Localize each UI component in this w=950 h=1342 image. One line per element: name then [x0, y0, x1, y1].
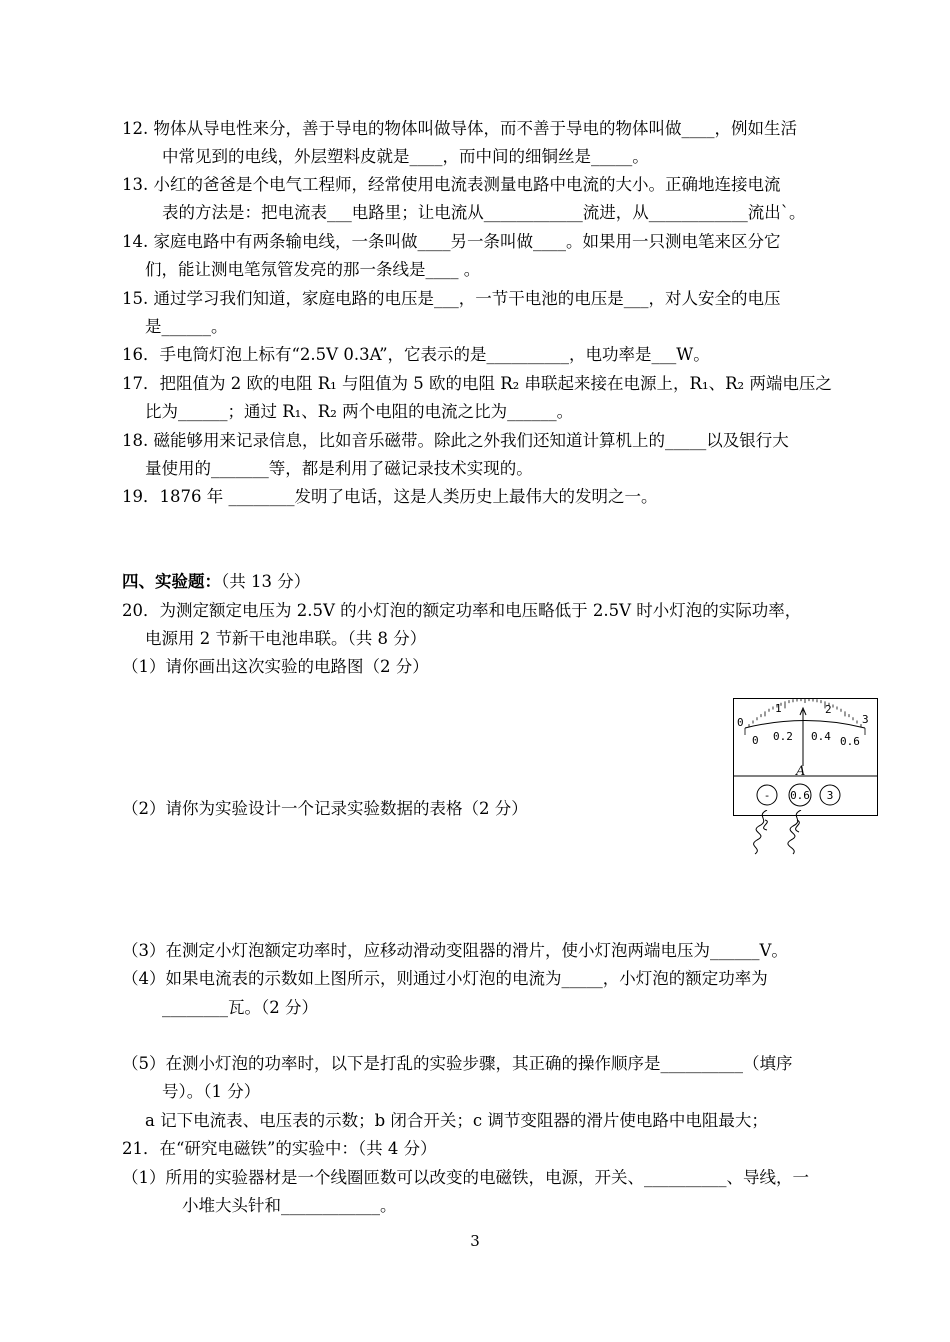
q18-line1: 18. 磁能够用来记录信息，比如音乐磁带。除此之外我们还知道计算机上的_____以及银行大	[122, 431, 789, 450]
ammeter-unit-label: A	[796, 764, 806, 779]
q19-line1: 19．1876 年 ________发明了电话，这是人类历史上最伟大的发明之一。	[122, 487, 658, 506]
wire-coil-left	[754, 810, 767, 854]
q12-line1: 12. 物体从导电性来分，善于导电的物体叫做导体，而不善于导电的物体叫做____，例如生活	[122, 119, 797, 138]
q20-sub3: （3）在测定小灯泡额定功率时，应移动滑动变阻器的滑片，使小灯泡两端电压为______V。	[122, 941, 788, 960]
q14-line2: 们，能让测电笔氖管发亮的那一条线是____ 。	[145, 260, 481, 279]
section4-title: 四、实验题：	[122, 572, 221, 591]
q18-line2: 量使用的_______等，都是利用了磁记录技术实现的。	[145, 459, 533, 478]
q15-line1: 15. 通过学习我们知道，家庭电路的电压是___，一节干电池的电压是___，对人安全的电压	[122, 289, 781, 308]
q14-line1: 14. 家庭电路中有两条输电线，一条叫做____另一条叫做____。如果用一只测电笔来区分它	[122, 232, 781, 251]
terminal-3-label: 3	[826, 789, 834, 802]
ammeter-top-label-2: 2	[825, 703, 832, 716]
q20-line1: 20．为测定额定电压为 2.5V 的小灯泡的额定功率和电压略低于 2.5V 时小灯泡的实际功率，	[122, 601, 802, 620]
q20-line2: 电源用 2 节新干电池串联。（共 8 分）	[145, 629, 427, 648]
q20-steps: a 记下电流表、电压表的示数；b 闭合开关；c 调节变阻器的滑片使电路中电阻最大；	[145, 1111, 768, 1130]
ammeter-bottom-label-2: 0.4	[811, 730, 831, 743]
section4-heading	[122, 571, 310, 593]
q17-line2: 比为______；通过 R₁、R₂ 两个电阻的电流之比为______。	[145, 402, 574, 421]
q16-line1: 16．手电筒灯泡上标有“2.5V 0.3A”，它表示的是__________，电功率是___W。	[122, 345, 710, 364]
q20-sub1: （1）请你画出这次实验的电路图（2 分）	[122, 657, 429, 676]
q20-sub4-line1: （4）如果电流表的示数如上图所示，则通过小灯泡的电流为_____，小灯泡的额定功率为	[122, 969, 768, 988]
ammeter-top-label-3: 3	[862, 713, 869, 726]
q13-line1: 13. 小红的爸爸是个电气工程师，经常使用电流表测量电路中电流的大小。正确地连接电流	[122, 175, 781, 194]
q20-sub5-line1: （5）在测小灯泡的功率时，以下是打乱的实验步骤，其正确的操作顺序是__________（填序	[122, 1054, 793, 1073]
q21-line1: 21．在“研究电磁铁”的实验中：（共 4 分）	[122, 1139, 437, 1158]
section4-points: （共 13 分）	[221, 572, 311, 591]
q12-line2: 中常见到的电线，外层塑料皮就是____，而中间的细铜丝是_____。	[162, 147, 649, 166]
ammeter-top-label-1: 1	[775, 702, 782, 715]
terminal-0-6-label: 0.6	[790, 789, 810, 802]
q20-sub4-line2: ________瓦。（2 分）	[162, 998, 318, 1017]
q21-sub1-line1: （1）所用的实验器材是一个线圈匝数可以改变的电磁铁，电源，开关、__________、导线，一	[122, 1168, 809, 1187]
terminal-negative-label: -	[763, 789, 771, 802]
ammeter-wires	[745, 810, 815, 855]
q21-sub1-line2: 小堆大头针和____________。	[182, 1196, 397, 1215]
q20-sub5-line2: 号）。（1 分）	[162, 1082, 261, 1101]
ammeter-bottom-label-3: 0.6	[840, 735, 860, 748]
q15-line2: 是______。	[145, 317, 228, 336]
ammeter-bottom-label-0: 0	[752, 734, 759, 747]
ammeter-bottom-label-1: 0.2	[773, 730, 793, 743]
ammeter-top-label-0: 0	[737, 716, 744, 729]
ammeter-figure	[733, 698, 878, 816]
q20-sub2: （2）请你为实验设计一个记录实验数据的表格（2 分）	[122, 799, 528, 818]
q13-line2: 表的方法是：把电流表___电路里；让电流从____________流进，从____________流出`。	[162, 203, 806, 222]
q17-line1: 17．把阻值为 2 欧的电阻 R₁ 与阻值为 5 欧的电阻 R₂ 串联起来接在电源上，R₁、R₂ 两端电压之	[122, 374, 832, 393]
page-number: 3	[470, 1232, 480, 1250]
wire-coil-right	[788, 810, 801, 854]
